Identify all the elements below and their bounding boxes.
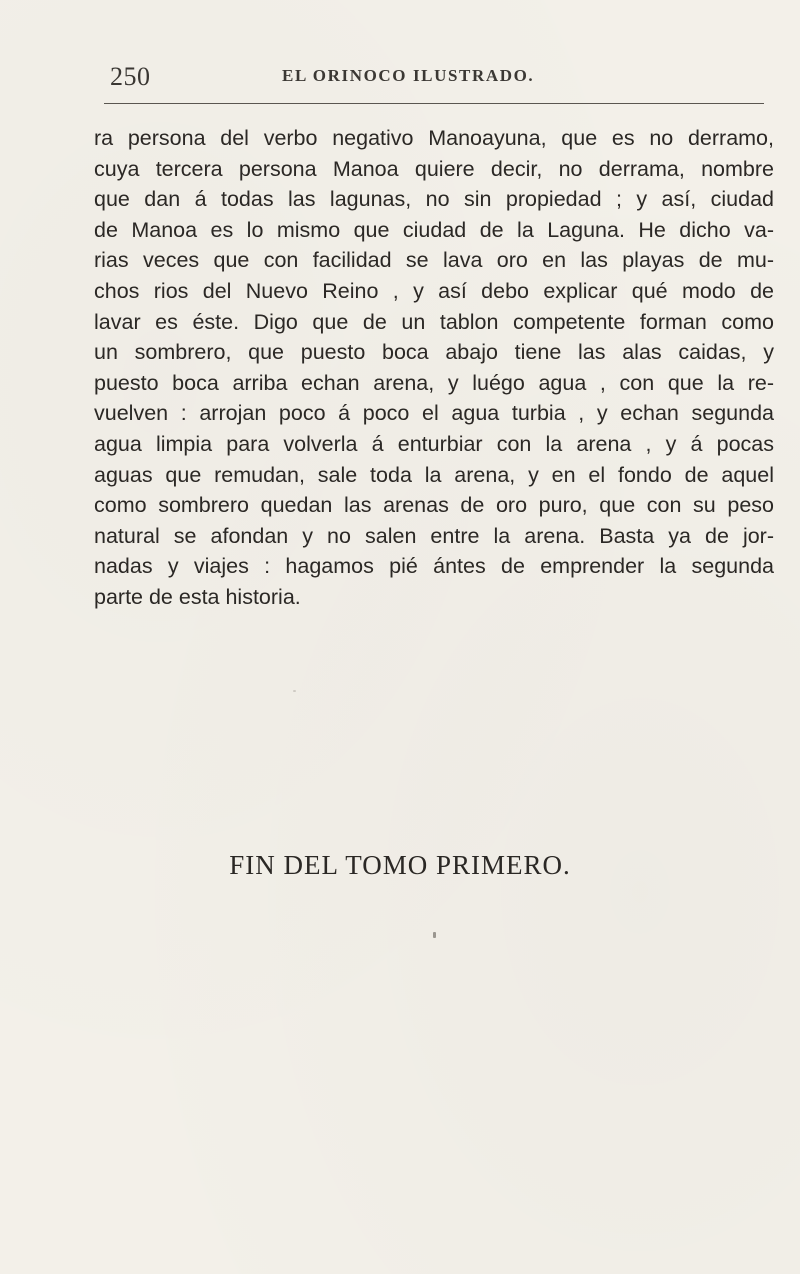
ink-speck xyxy=(293,690,296,692)
text-line: aguas que remudan, sale toda la arena, y en el fondo de aquel xyxy=(94,462,774,487)
end-of-volume-note: FIN DEL TOMO PRIMERO. xyxy=(229,850,571,880)
text-line: chos rios del Nuevo Reino , y así debo explicar qué modo de xyxy=(94,278,774,303)
text-line: cuya tercera persona Manoa quiere decir, no derrama, nombre xyxy=(94,156,774,181)
text-line: de Manoa es lo mismo que ciudad de la Laguna. He dicho va- xyxy=(94,217,774,242)
text-line: parte de esta historia. xyxy=(94,584,301,609)
text-line: como sombrero quedan las arenas de oro puro, que con su peso xyxy=(94,493,774,518)
page-header xyxy=(110,62,710,92)
body-text xyxy=(94,123,774,613)
text-line: lavar es éste. Digo que de un tablon competente forman como xyxy=(94,309,774,334)
text-line: puesto boca arriba echan arena, y luégo agua , con que la re- xyxy=(94,370,774,395)
text-line: que dan á todas las lagunas, no sin propiedad ; y así, ciudad xyxy=(94,187,774,212)
text-line: un sombrero, que puesto boca abajo tiene las alas caidas, y xyxy=(94,340,774,365)
text-line: natural se afondan y no salen entre la arena. Basta ya de jor- xyxy=(94,523,774,548)
text-line: ra persona del verbo negativo Manoayuna, que es no derramo, xyxy=(94,126,774,150)
page-number: 250 xyxy=(110,62,151,91)
text-line: rias veces que con facilidad se lava oro en las playas de mu- xyxy=(94,248,774,273)
header-rule xyxy=(104,103,764,104)
text-line: vuelven : arrojan poco á poco el agua turbia , y echan segunda xyxy=(94,401,774,426)
text-line: agua limpia para volverla á enturbiar con la arena , y á pocas xyxy=(94,431,774,456)
text-line: nadas y viajes : hagamos pié ántes de emprender la segunda xyxy=(94,554,774,579)
ink-speck xyxy=(433,932,436,938)
running-head: EL ORINOCO ILUSTRADO. xyxy=(282,66,535,85)
